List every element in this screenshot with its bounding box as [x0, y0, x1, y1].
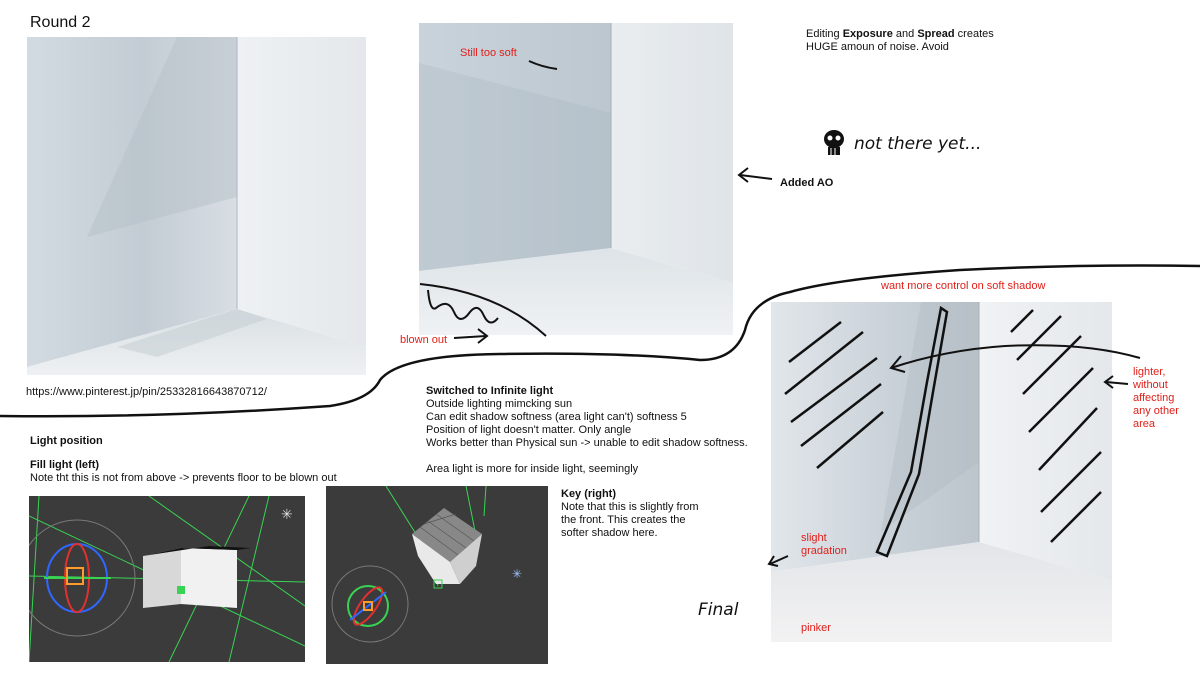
sun-light-icon[interactable]: ✳: [281, 506, 293, 522]
editing-note: Editing Exposure and Spread creates HUGE amoun of noise. Avoid: [806, 28, 994, 53]
final-label: Final: [698, 600, 739, 620]
added-ao-note: Added AO: [780, 177, 834, 189]
lighter-note: lighter, without affecting any other area: [1133, 366, 1179, 430]
skull-doodle-icon: [820, 128, 848, 162]
key-light-viewport[interactable]: [326, 486, 548, 664]
slight-gradation-note: slight gradation: [801, 532, 847, 557]
fill-light-note: Note tht this is not from above -> prevents floor to be blown out: [30, 472, 337, 484]
fill-light-scene: [29, 496, 305, 662]
infinite-light-notes: Switched to Infinite light Outside lighting mimcking sun Can edit shadow softness (area light can't) softness 5 Position of light doesn't matter. Only angle Works better than Physical sun -> unable to edit shadow softness. Area light is more for inside light, seemingly: [426, 385, 748, 475]
soft-edge-scribble: [527, 57, 559, 73]
pinker-note: pinker: [801, 622, 831, 634]
fill-light-heading: Fill light (left): [30, 459, 100, 471]
blown-out-note: blown out: [400, 334, 448, 346]
arrow-left-icon: [736, 165, 776, 189]
not-there-yet-text: not there yet...: [854, 134, 982, 154]
page-title: Round 2: [30, 14, 91, 31]
arrow-left-icon: [1102, 372, 1132, 392]
want-more-control-note: want more control on soft shadow: [881, 280, 1046, 292]
arrow-left-icon: [766, 550, 792, 570]
reference-url[interactable]: https://www.pinterest.jp/pin/25332816643870712/: [26, 386, 267, 398]
still-too-soft-note: Still too soft: [460, 47, 517, 59]
key-light-notes: Key (right) Note that this is slightly from the front. This creates the softer shadow here.: [561, 488, 699, 539]
light-position-heading: Light position: [30, 435, 103, 447]
sun-light-icon[interactable]: ✳: [512, 567, 523, 581]
fill-light-viewport[interactable]: [29, 496, 305, 662]
